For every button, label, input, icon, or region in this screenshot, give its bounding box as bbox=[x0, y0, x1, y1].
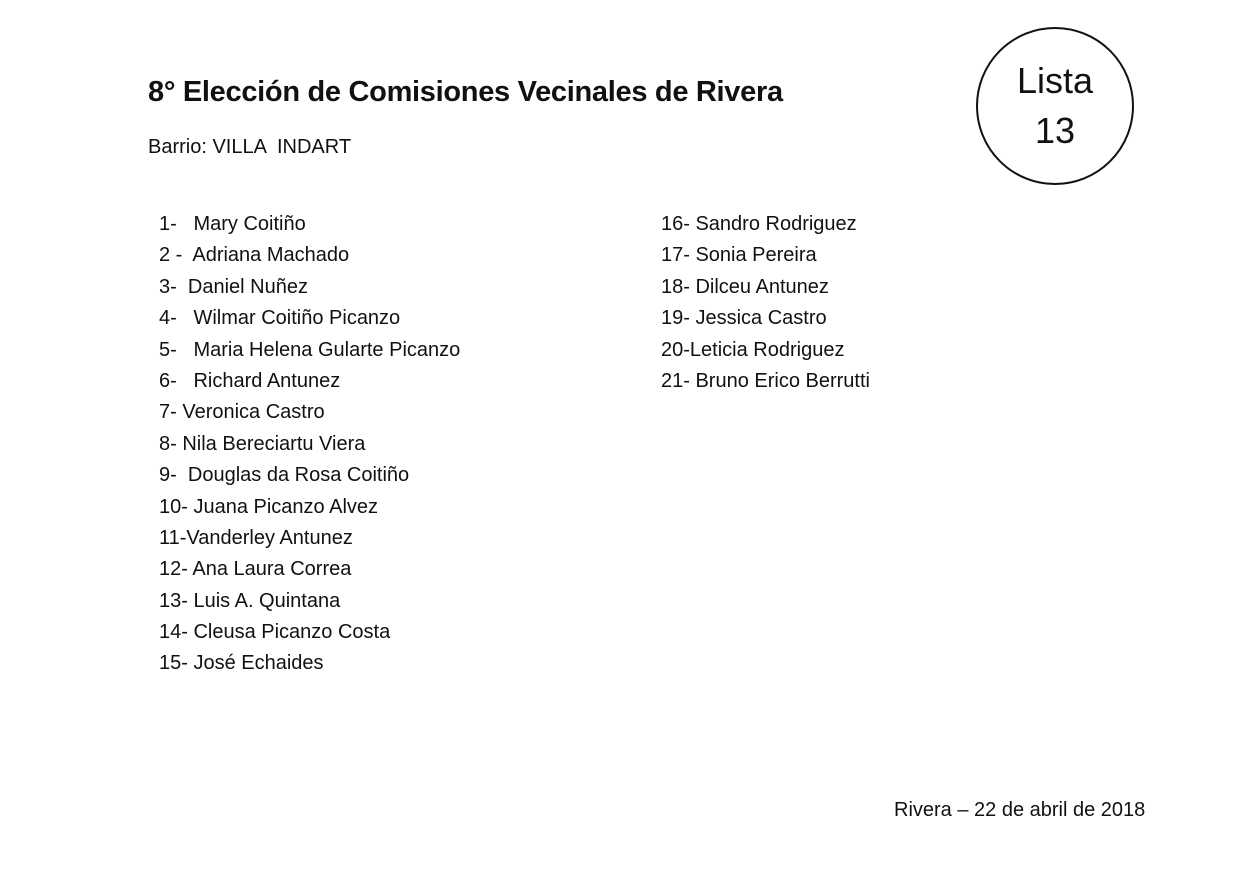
candidate-item: 10- Juana Picanzo Alvez bbox=[159, 495, 379, 518]
lista-badge bbox=[976, 27, 1134, 185]
candidate-item: 4- Wilmar Coitiño Picanzo bbox=[159, 307, 401, 330]
candidate-item: 20-Leticia Rodriguez bbox=[661, 338, 845, 361]
candidate-list-right bbox=[661, 209, 870, 397]
candidate-item: 18- Dilceu Antunez bbox=[661, 275, 829, 298]
candidate-item: 2 - Adriana Machado bbox=[159, 244, 350, 267]
document-title: 8° Elección de Comisiones Vecinales de Rivera bbox=[148, 76, 783, 108]
candidate-item: 3- Daniel Nuñez bbox=[159, 275, 308, 298]
barrio-label: Barrio: VILLA INDART bbox=[148, 136, 352, 158]
candidate-item: 16- Sandro Rodriguez bbox=[661, 213, 857, 235]
candidate-item: 9- Douglas da Rosa Coitiño bbox=[159, 464, 410, 487]
lista-number: 13 bbox=[1034, 110, 1076, 151]
place-date-footer: Rivera – 22 de abril de 2018 bbox=[894, 799, 1146, 821]
candidate-item: 5- Maria Helena Gularte Picanzo bbox=[159, 338, 461, 361]
candidate-list-left bbox=[159, 209, 460, 680]
candidate-item: 12- Ana Laura Correa bbox=[159, 558, 352, 581]
candidate-item: 14- Cleusa Picanzo Costa bbox=[159, 621, 391, 644]
candidate-item: 1- Mary Coitiño bbox=[159, 213, 306, 235]
candidate-item: 19- Jessica Castro bbox=[661, 307, 827, 330]
lista-label: Lista bbox=[1016, 60, 1094, 101]
candidate-item: 13- Luis A. Quintana bbox=[159, 589, 341, 612]
candidate-item: 6- Richard Antunez bbox=[159, 369, 341, 392]
candidate-item: 11-Vanderley Antunez bbox=[159, 526, 353, 549]
candidate-item: 15- José Echaides bbox=[159, 652, 324, 675]
candidate-item: 8- Nila Bereciartu Viera bbox=[159, 432, 366, 455]
candidate-item: 21- Bruno Erico Berrutti bbox=[661, 369, 870, 392]
candidate-item: 17- Sonia Pereira bbox=[661, 244, 817, 267]
candidate-item: 7- Veronica Castro bbox=[159, 401, 325, 424]
